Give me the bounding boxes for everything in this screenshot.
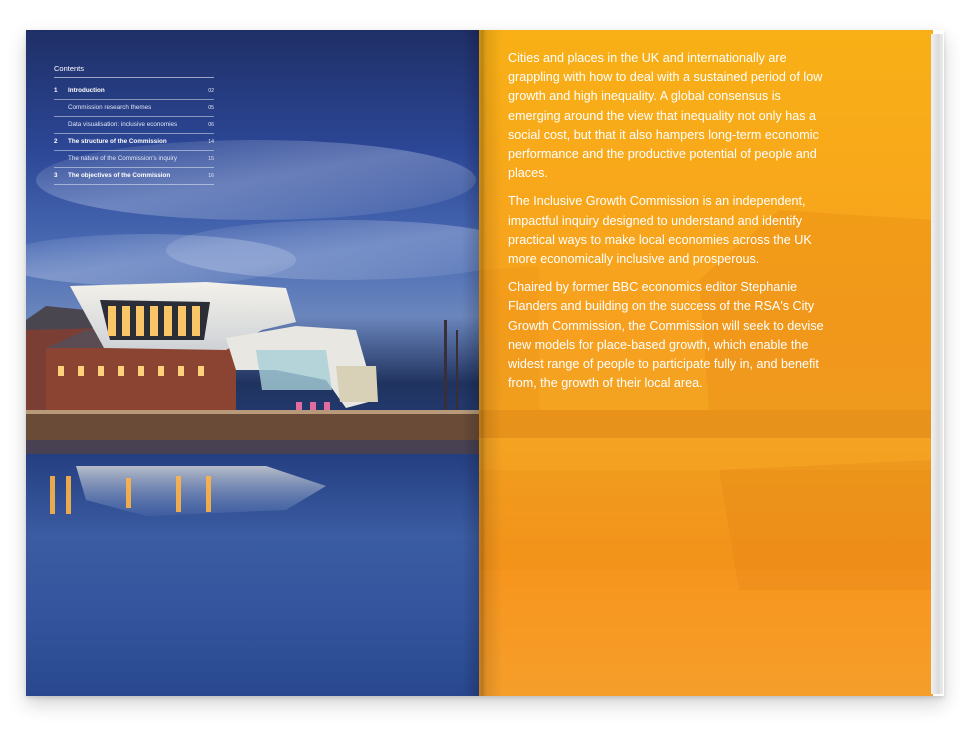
table-of-contents (54, 64, 214, 185)
toc-entry-page: 06 (208, 122, 214, 128)
contents-heading: Contents (54, 64, 214, 78)
toc-entry[interactable] (54, 134, 214, 151)
toc-entry-label: The structure of the Commission (68, 138, 167, 145)
toc-entry[interactable] (54, 168, 214, 185)
toc-entry-label: Data visualisation: inclusive economies (68, 121, 178, 128)
right-page (479, 30, 933, 696)
body-paragraph: The Inclusive Growth Commission is an independent, impactful inquiry designed to understand and identify practical ways to make local economies across the UK more economically inclusive and prosperous. (508, 194, 812, 267)
body-paragraph: Chaired by former BBC economics editor Stephanie Flanders and building on the success of the RSA's City Growth Commission, the Commission will seek to devise new models for place-based growth, which enable the widest range of people to participate fully in, and benefit from, the growth of their local area. (508, 280, 824, 391)
toc-entry-page: 14 (208, 139, 214, 145)
toc-entry[interactable] (54, 151, 214, 168)
page-edge (931, 34, 943, 694)
left-page (26, 30, 479, 696)
toc-entry[interactable] (54, 83, 214, 100)
toc-entry[interactable] (54, 100, 214, 117)
toc-entry-label: The nature of the Commission's inquiry (68, 155, 177, 162)
toc-entry-label: The objectives of the Commission (68, 172, 171, 179)
toc-entry-page: 02 (208, 88, 214, 94)
toc-entry-page: 05 (208, 105, 214, 111)
toc-entry-number: 1 (54, 87, 58, 94)
toc-entry-number: 3 (54, 172, 58, 179)
toc-entry-label: Introduction (68, 87, 105, 94)
toc-entry-page: 15 (208, 156, 214, 162)
toc-entry-page: 16 (208, 173, 214, 179)
body-paragraph: Cities and places in the UK and internationally are grappling with how to deal with a sustained period of low growth and high inequality. A global consensus is emerging around the view that inequality not only has a social cost, but that it also hampers long-term economic performance and the productive potential of people and places. (508, 51, 823, 181)
toc-entry-label: Commission research themes (68, 104, 152, 111)
intro-body-text (508, 49, 828, 402)
toc-entry-number: 2 (54, 138, 58, 145)
toc-entry[interactable] (54, 117, 214, 134)
